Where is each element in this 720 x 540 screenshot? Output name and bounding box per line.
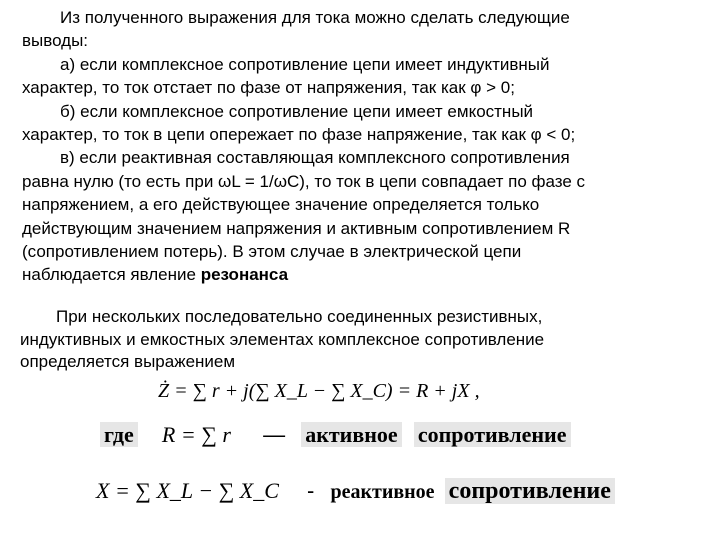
text-line: индуктивных и емкостных элементах комплексное сопротивление [20,329,545,349]
active-resistance-formula: R = ∑ r [161,422,231,447]
text-fragment: наблюдается явление [22,265,201,285]
text-line: определяется выражением [20,352,236,371]
text-line: а) если комплексное сопротивление цепи имеет индуктивный [60,54,550,74]
text-line: (сопротивлением потерь). В этом случае в электрической цепи [22,241,522,261]
text-line: б) если комплексное сопротивление цепи имеет емкостный [60,101,534,121]
text-line: Из полученного выражения для тока можно сделать следующие [60,8,570,27]
dash: - [307,478,315,503]
text-line: характер, то ток отстает по фазе от напряжения, так как φ > 0; [22,78,515,98]
reactive-word: реактивное [330,481,435,503]
active-resistance-row [100,422,571,448]
where-label: где [100,422,138,447]
reactive-resistance-row [96,478,615,505]
resonance-term: резонанса [200,265,289,285]
reactive-resistance-formula: X = ∑ X_L − ∑ X_C [96,478,279,503]
paragraph-series-elements [20,306,710,374]
text-line: равна нулю (то есть при ωL = 1/ωC), то ток в цепи совпадает по фазе с [22,171,586,191]
paragraph-conclusions [22,6,712,287]
dash: — [263,422,286,447]
resistance-word: сопротивление [414,422,571,447]
impedance-formula: Ż = ∑ r + j(∑ X_L − ∑ X_C) = R + jX , [158,380,480,402]
text-line: При нескольких последовательно соединенных резистивных, [56,307,543,326]
text-line: характер, то ток в цепи опережает по фазе напряжение, так как φ < 0; [22,124,576,144]
resistance-word: сопротивление [445,478,615,504]
text-line: напряжением, а его действующее значение определяется только [22,195,540,215]
text-line: выводы: [22,31,89,51]
text-line-last [22,263,712,286]
text-line: в) если реактивная составляющая комплексного сопротивления [60,148,570,168]
active-word: активное [301,422,401,447]
text-line: действующим значением напряжения и активным сопротивлением R [22,218,571,238]
